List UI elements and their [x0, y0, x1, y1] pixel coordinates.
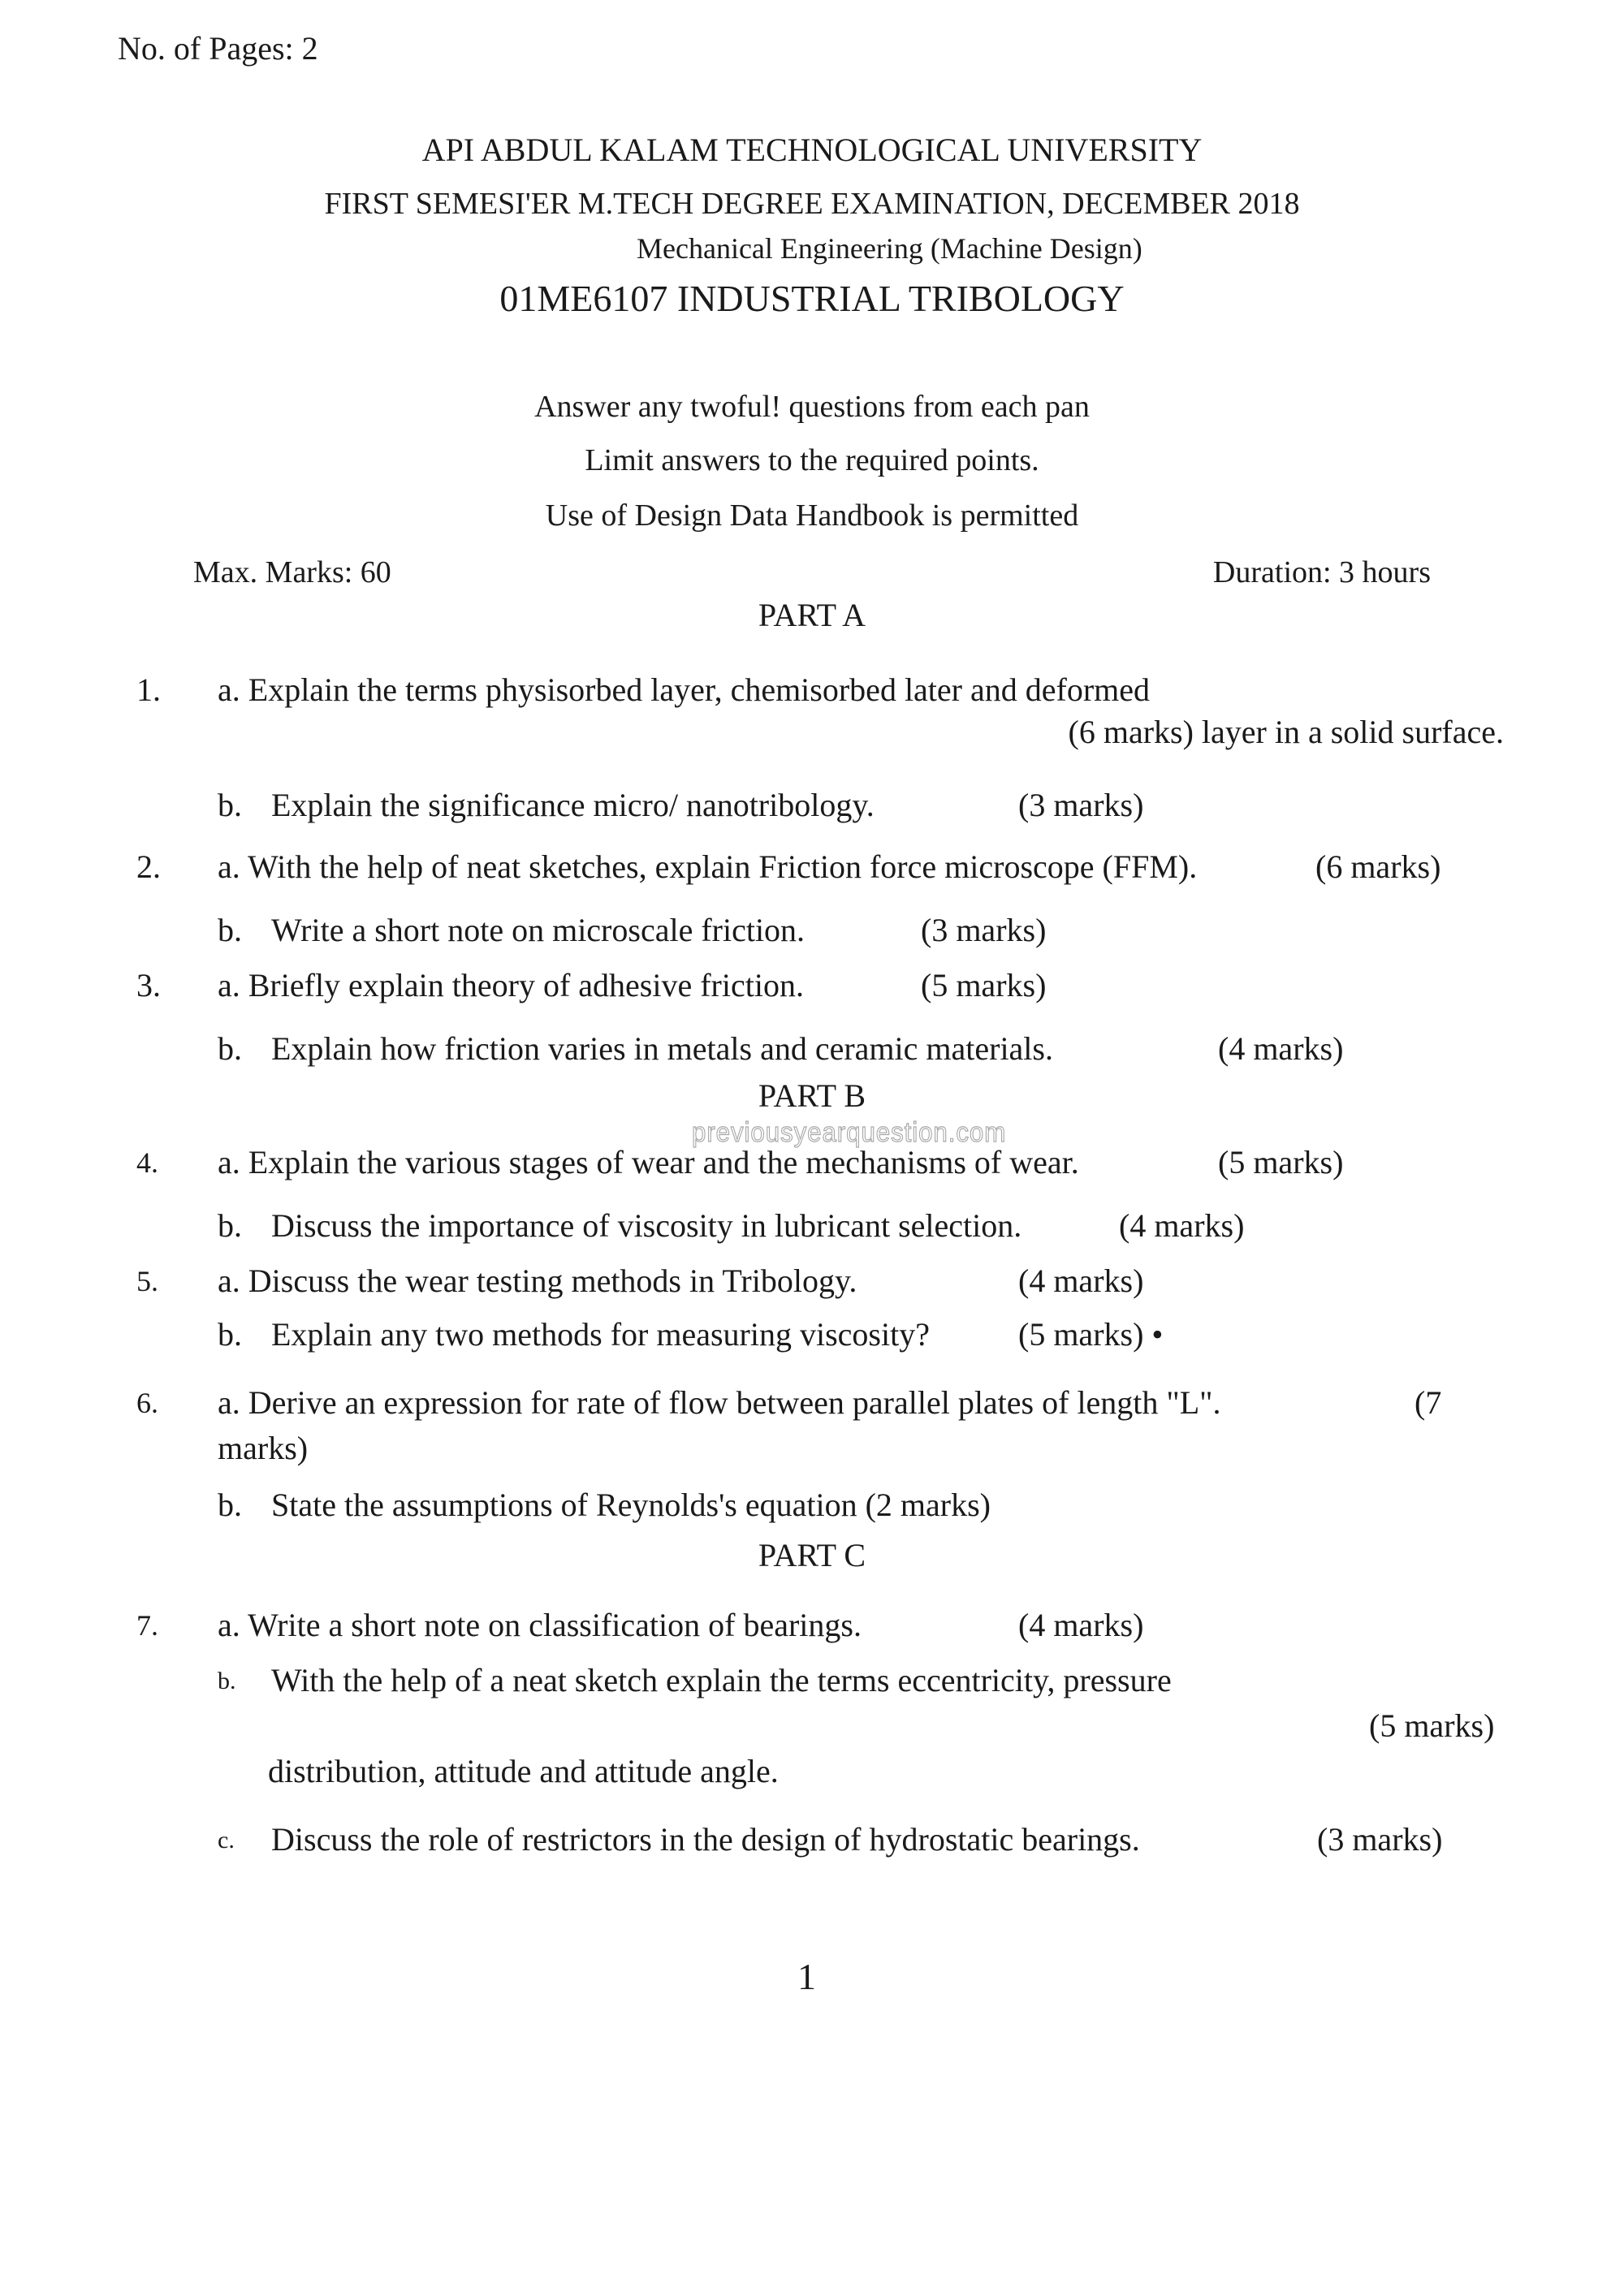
question-1-number: 1.: [136, 671, 161, 708]
question-7b-text: With the help of a neat sketch explain the terms eccentricity, pressure: [271, 1662, 1172, 1698]
duration: Duration: 3 hours: [1212, 555, 1431, 589]
question-6a-text: a. Derive an expression for rate of flow between parallel plates of length "L".: [218, 1384, 1221, 1421]
instruction-3: Use of Design Data Handbook is permitted: [545, 498, 1079, 533]
question-4b-text: Discuss the importance of viscosity in lubricant selection.: [271, 1207, 1022, 1244]
question-6a-continuation: marks): [218, 1430, 309, 1466]
question-3b-label: b.: [218, 1030, 242, 1067]
question-4b-label: b.: [218, 1207, 242, 1244]
question-6-number: 6.: [136, 1387, 158, 1419]
question-3b-marks: (4 marks): [1218, 1030, 1344, 1067]
question-7-number: 7.: [136, 1609, 158, 1642]
page-number: 1: [797, 1956, 816, 1997]
question-3a-marks: (5 marks): [921, 967, 1047, 1003]
question-3-number: 3.: [136, 967, 161, 1003]
question-7a-marks: (4 marks): [1018, 1607, 1144, 1643]
question-5a-text: a. Discuss the wear testing methods in Tribology.: [218, 1262, 857, 1299]
question-7b-continuation: distribution, attitude and attitude angle.: [268, 1753, 779, 1789]
question-2b-marks: (3 marks): [921, 912, 1047, 948]
question-5b-text: Explain any two methods for measuring viscosity?: [271, 1316, 930, 1353]
exam-title: FIRST SEMESI'ER M.TECH DEGREE EXAMINATION, DECEMBER 2018: [324, 187, 1300, 221]
branch-name: Mechanical Engineering (Machine Design): [637, 232, 1142, 265]
question-5b-marks: (5 marks) •: [1018, 1316, 1164, 1353]
question-5b-label: b.: [218, 1316, 242, 1353]
question-3b-text: Explain how friction varies in metals and ceramic materials.: [271, 1030, 1053, 1067]
question-4a-marks: (5 marks): [1218, 1144, 1344, 1180]
question-2b-label: b.: [218, 912, 242, 948]
instruction-1: Answer any twoful! questions from each pan: [534, 390, 1090, 424]
part-c-heading: PART C: [758, 1537, 866, 1573]
question-4b-marks: (4 marks): [1119, 1207, 1245, 1244]
max-marks: Max. Marks: 60: [193, 555, 391, 589]
question-1b-marks: (3 marks): [1018, 787, 1144, 823]
university-name: API ABDUL KALAM TECHNOLOGICAL UNIVERSITY: [421, 132, 1203, 168]
question-6b-text: State the assumptions of Reynolds's equation (2 marks): [271, 1487, 991, 1523]
question-2b-text: Write a short note on microscale friction.: [271, 912, 806, 948]
question-1b-label: b.: [218, 787, 242, 823]
question-1a-continuation: (6 marks) layer in a solid surface.: [1068, 714, 1504, 750]
question-1a-text: a. Explain the terms physisorbed layer, chemisorbed later and deformed: [218, 671, 1151, 708]
instruction-2: Limit answers to the required points.: [585, 443, 1039, 477]
question-2-number: 2.: [136, 848, 161, 885]
question-4a-text: a. Explain the various stages of wear and the mechanisms of wear.: [218, 1144, 1079, 1180]
question-2a-marks: (6 marks): [1315, 848, 1441, 885]
question-7c-marks: (3 marks): [1317, 1821, 1443, 1858]
question-7c-label: c.: [218, 1827, 235, 1854]
watermark-text: previousyearquestion.com: [692, 1117, 1007, 1148]
question-6a-marks: (7: [1415, 1384, 1442, 1421]
question-7b-label: b.: [218, 1668, 236, 1694]
pages-count: No. of Pages: 2: [118, 30, 318, 67]
question-5a-marks: (4 marks): [1018, 1262, 1144, 1299]
question-2a-text: a. With the help of neat sketches, explain Friction force microscope (FFM).: [218, 848, 1198, 885]
question-1b-text: Explain the significance micro/ nanotribology.: [271, 787, 875, 823]
course-title: 01ME6107 INDUSTRIAL TRIBOLOGY: [499, 278, 1125, 319]
question-7a-text: a. Write a short note on classification of bearings.: [218, 1607, 862, 1643]
part-a-heading: PART A: [758, 597, 866, 633]
question-3a-text: a. Briefly explain theory of adhesive friction.: [218, 967, 804, 1003]
question-7b-marks: (5 marks): [1369, 1707, 1495, 1744]
question-4-number: 4.: [136, 1146, 158, 1179]
question-6b-label: b.: [218, 1487, 242, 1523]
question-5-number: 5.: [136, 1265, 158, 1297]
question-7c-text: Discuss the role of restrictors in the design of hydrostatic bearings.: [271, 1821, 1140, 1858]
part-b-heading: PART B: [758, 1077, 866, 1114]
